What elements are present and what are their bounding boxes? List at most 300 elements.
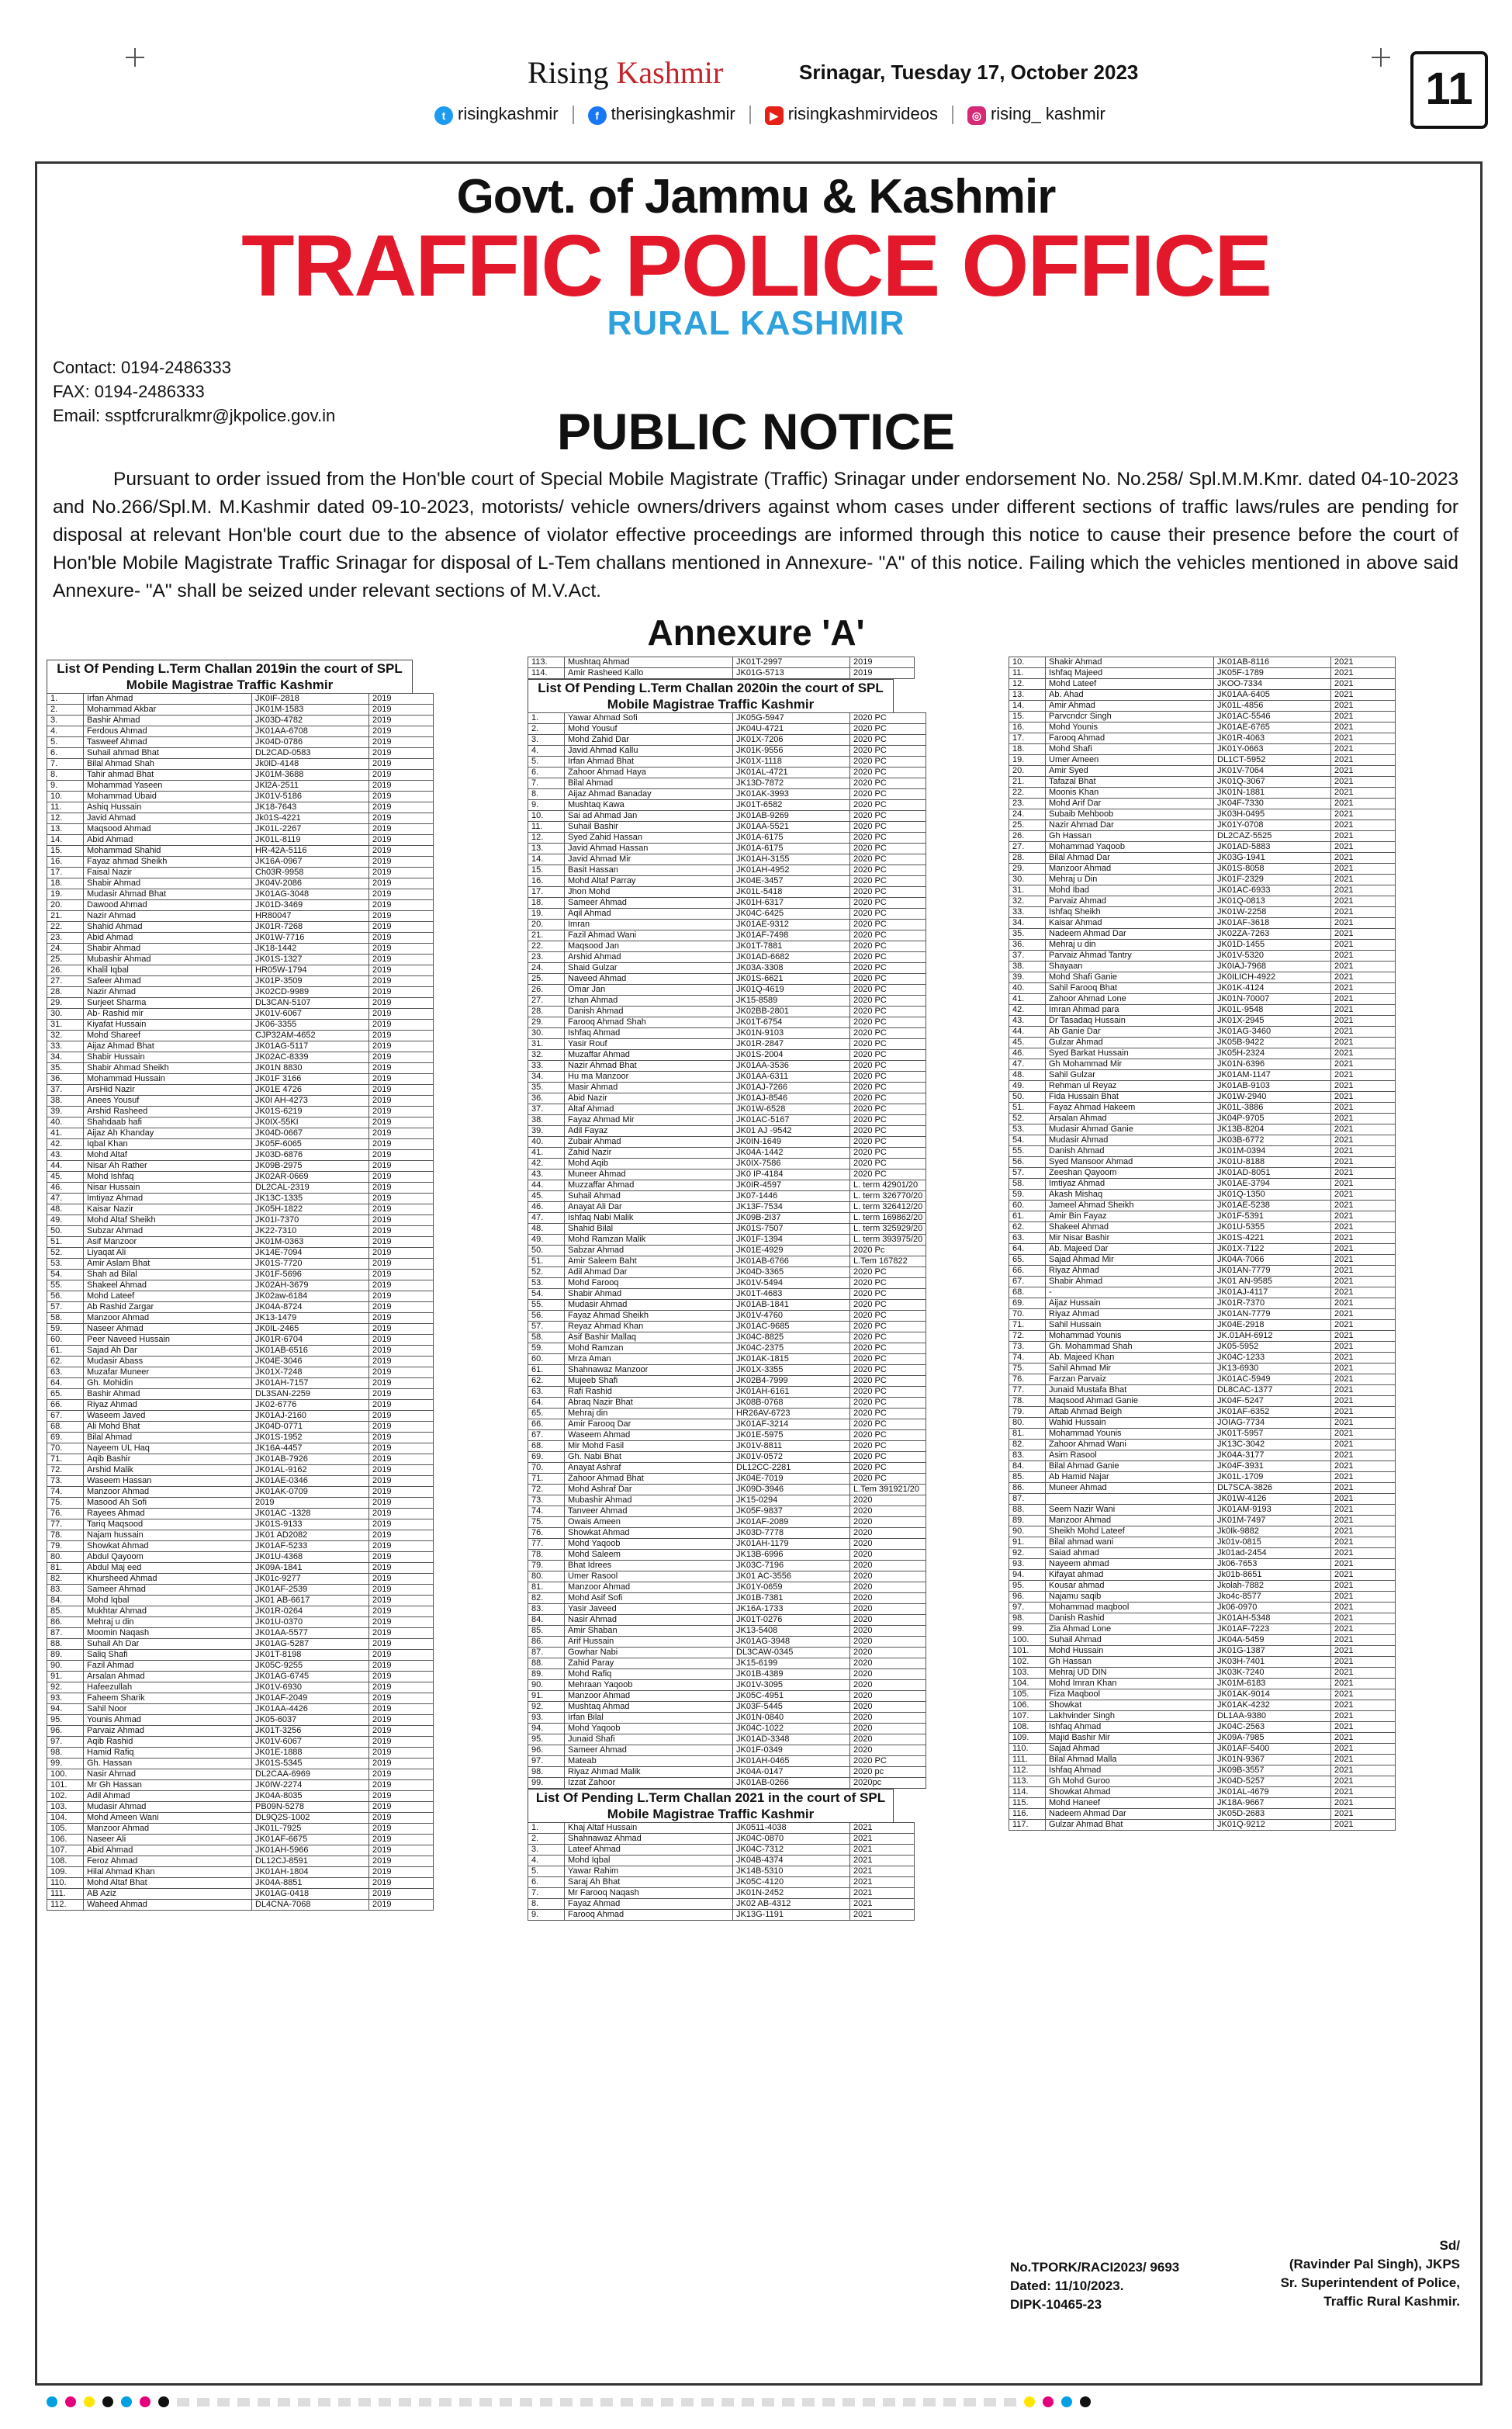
vehicle-number-cell: JK0 IP-4184 bbox=[733, 1169, 850, 1180]
table-row bbox=[528, 1866, 915, 1877]
challan-year-cell: 2019 bbox=[369, 1672, 434, 1682]
violator-name-cell: Tafazal Bhat bbox=[1046, 777, 1214, 788]
table-row bbox=[47, 1226, 434, 1237]
violator-name-cell: Ferdous Ahmad bbox=[84, 726, 252, 737]
vehicle-number-cell: JK01Y-0708 bbox=[1214, 820, 1331, 831]
challan-year-cell: 2019 bbox=[369, 1791, 434, 1802]
vehicle-number-cell: JK04A-1442 bbox=[733, 1148, 850, 1159]
table-row bbox=[528, 1050, 926, 1061]
serial-number-cell: 44. bbox=[47, 1161, 84, 1172]
vehicle-number-cell: JK01Q-3067 bbox=[1214, 777, 1331, 788]
challan-year-cell: 2020 PC bbox=[850, 1072, 926, 1083]
color-dot bbox=[102, 2396, 113, 2407]
violator-name-cell: Manzoor Ahmad bbox=[84, 1487, 252, 1498]
violator-name-cell: Irfan Ahmad Bhat bbox=[565, 757, 733, 768]
violator-name-cell: Arshid Ahmad bbox=[565, 952, 733, 963]
violator-name-cell: Umer Rasool bbox=[565, 1571, 733, 1582]
challan-year-cell: 2019 bbox=[369, 1509, 434, 1519]
table-row bbox=[47, 1367, 434, 1378]
table-row bbox=[1009, 1820, 1396, 1831]
violator-name-cell: Adil Ahmad Dar bbox=[565, 1267, 733, 1278]
vehicle-number-cell: JK01D-3469 bbox=[252, 900, 369, 911]
violator-name-cell: Sheikh Mohd Lateef bbox=[1046, 1526, 1214, 1537]
serial-number-cell: 19. bbox=[1009, 755, 1046, 766]
vehicle-number-cell: JK01AF-2049 bbox=[252, 1693, 369, 1704]
serial-number-cell: 112. bbox=[47, 1900, 84, 1911]
table-row bbox=[528, 1856, 915, 1866]
challan-year-cell: 2020 bbox=[850, 1734, 926, 1745]
vehicle-number-cell: JK0511-4038 bbox=[733, 1823, 850, 1834]
vehicle-number-cell: JK01L-3886 bbox=[1214, 1103, 1331, 1114]
table-row bbox=[528, 1877, 915, 1888]
challan-year-cell: 2020 bbox=[850, 1528, 926, 1539]
vehicle-number-cell: JK01AC-5546 bbox=[1214, 712, 1331, 722]
table-row bbox=[47, 1096, 434, 1107]
vehicle-number-cell: JK04E-2918 bbox=[1214, 1320, 1331, 1331]
challan-year-cell: 2020 PC bbox=[850, 909, 926, 920]
violator-name-cell: Mohd Farooq bbox=[565, 1278, 733, 1289]
challan-year-cell: 2019 bbox=[369, 1161, 434, 1172]
challan-year-cell: 2020 bbox=[850, 1713, 926, 1724]
challan-year-cell: 2019 bbox=[369, 802, 434, 813]
serial-number-cell: 103. bbox=[47, 1802, 84, 1813]
masthead bbox=[528, 54, 723, 91]
serial-number-cell: 65. bbox=[528, 1409, 565, 1419]
table-row bbox=[47, 748, 434, 759]
vehicle-number-cell: JK13-5408 bbox=[733, 1626, 850, 1637]
violator-name-cell: Muzafar Muneer bbox=[84, 1367, 252, 1378]
challan-year-cell: 2020 PC bbox=[850, 1017, 926, 1028]
vehicle-number-cell: JK04A-8035 bbox=[252, 1791, 369, 1802]
violator-name-cell: Zahoor Ahmad Bhat bbox=[565, 1474, 733, 1485]
vehicle-number-cell: JK01B-4389 bbox=[733, 1669, 850, 1680]
serial-number-cell: 63. bbox=[1009, 1233, 1046, 1244]
table-row bbox=[528, 1680, 926, 1691]
challan-year-cell: 2021 bbox=[1331, 820, 1396, 831]
challan-year-cell: 2021 bbox=[1331, 1635, 1396, 1646]
violator-name-cell: Gh Mohammad Mir bbox=[1046, 1059, 1214, 1070]
serial-number-cell: 51. bbox=[47, 1237, 84, 1248]
serial-number-cell: 62. bbox=[1009, 1222, 1046, 1233]
violator-name-cell: Amir Farooq Dar bbox=[565, 1419, 733, 1430]
table-row bbox=[47, 1563, 434, 1574]
serial-number-cell: 86. bbox=[528, 1637, 565, 1648]
challan-year-cell: 2019 bbox=[369, 1574, 434, 1585]
challan-year-cell: 2021 bbox=[1331, 1526, 1396, 1537]
table-row bbox=[47, 1574, 434, 1585]
social-twitter[interactable]: t risingkashmir bbox=[434, 104, 559, 125]
vehicle-number-cell: JK05-5952 bbox=[1214, 1342, 1331, 1353]
challan-year-cell: 2020 bbox=[850, 1593, 926, 1604]
violator-name-cell: Owais Ameen bbox=[565, 1517, 733, 1528]
vehicle-number-cell: JK03F-5445 bbox=[733, 1702, 850, 1713]
challan-year-cell: 2020 bbox=[850, 1669, 926, 1680]
vehicle-number-cell: JK01V-6067 bbox=[252, 1009, 369, 1020]
violator-name-cell: Arsalan Ahmad bbox=[1046, 1114, 1214, 1124]
violator-name-cell: Zahoor Ahmad Wani bbox=[1046, 1440, 1214, 1450]
vehicle-number-cell: JK01S-6621 bbox=[733, 974, 850, 985]
violator-name-cell: Rehman ul Reyaz bbox=[1046, 1081, 1214, 1092]
violator-name-cell: Aijaz Ahmad Banaday bbox=[565, 789, 733, 800]
serial-number-cell: 23. bbox=[528, 952, 565, 963]
violator-name-cell: Suhail Ahmad bbox=[1046, 1635, 1214, 1646]
vehicle-number-cell: JK01X-7206 bbox=[733, 735, 850, 746]
table-row bbox=[1009, 1157, 1396, 1168]
serial-number-cell: 99. bbox=[528, 1778, 565, 1789]
gray-patch bbox=[822, 2398, 835, 2406]
violator-name-cell: Bilal Ahmad Ganie bbox=[1046, 1461, 1214, 1472]
table-row bbox=[528, 1213, 926, 1224]
vehicle-number-cell: JK01AB-8116 bbox=[1214, 657, 1331, 668]
color-dot bbox=[1061, 2396, 1072, 2407]
table-row bbox=[47, 1530, 434, 1541]
instagram-icon: ◎ bbox=[967, 106, 986, 125]
violator-name-cell: Gowhar Nabi bbox=[565, 1648, 733, 1658]
table-row bbox=[47, 857, 434, 868]
challan-year-cell: 2021 bbox=[1331, 1059, 1396, 1070]
violator-name-cell: Mohammad Younis bbox=[1046, 1331, 1214, 1342]
violator-name-cell: Imtiyaz Ahmad bbox=[1046, 1179, 1214, 1190]
table-row bbox=[528, 1387, 926, 1398]
email-line: Email: ssptfcruralkmr@jkpolice.gov.in bbox=[53, 406, 336, 425]
challan-year-cell: 2019 bbox=[369, 868, 434, 878]
serial-number-cell: 103. bbox=[1009, 1668, 1046, 1679]
violator-name-cell: Mehraj UD DIN bbox=[1046, 1668, 1214, 1679]
violator-name-cell: Sai ad Ahmad Jan bbox=[565, 811, 733, 822]
table-row bbox=[47, 1856, 434, 1867]
challan-year-cell: 2020pc bbox=[850, 1778, 926, 1789]
table-row bbox=[47, 1280, 434, 1291]
challan-year-cell: 2019 bbox=[369, 1704, 434, 1715]
challan-year-cell: 2019 bbox=[369, 878, 434, 889]
serial-number-cell: 37. bbox=[1009, 951, 1046, 962]
challan-year-cell: 2020 PC bbox=[850, 1300, 926, 1311]
table-row bbox=[1009, 777, 1396, 788]
serial-number-cell: 66. bbox=[1009, 1266, 1046, 1277]
violator-name-cell: Manzoor Ahmad bbox=[84, 1313, 252, 1324]
serial-number-cell: 46. bbox=[47, 1183, 84, 1194]
violator-name-cell: Farooq Ahmad bbox=[565, 1910, 733, 1921]
table-row bbox=[1009, 1168, 1396, 1179]
serial-number-cell: 58. bbox=[528, 1332, 565, 1343]
vehicle-number-cell: JK01AH-5966 bbox=[252, 1845, 369, 1856]
serial-number-cell: 83. bbox=[1009, 1450, 1046, 1461]
gray-patch bbox=[782, 2398, 794, 2406]
challan-year-cell: 2019 bbox=[369, 1009, 434, 1020]
challan-year-cell: 2019 bbox=[369, 1552, 434, 1563]
table-row bbox=[47, 1835, 434, 1845]
challan-year-cell: 2020 PC bbox=[850, 746, 926, 757]
gray-patch bbox=[883, 2398, 895, 2406]
challan-year-cell: 2019 bbox=[369, 998, 434, 1009]
serial-number-cell: 84. bbox=[1009, 1461, 1046, 1472]
serial-number-cell: 18. bbox=[1009, 744, 1046, 755]
challan-year-cell: 2019 bbox=[369, 1465, 434, 1476]
table-row bbox=[47, 1519, 434, 1530]
table-row bbox=[47, 1204, 434, 1215]
violator-name-cell: Nisar Hussain bbox=[84, 1183, 252, 1194]
table-row bbox=[528, 1845, 915, 1856]
challan-year-cell: 2019 bbox=[369, 1867, 434, 1878]
violator-name-cell: Farzan Parvaiz bbox=[1046, 1374, 1214, 1385]
vehicle-number-cell: JK04A-3177 bbox=[1214, 1450, 1331, 1461]
violator-name-cell: Shabir Hussain bbox=[84, 1052, 252, 1063]
challan-year-cell: 2019 bbox=[369, 1802, 434, 1813]
violator-name-cell: Mohammad maqbool bbox=[1046, 1603, 1214, 1613]
vehicle-number-cell: JK01Q-9212 bbox=[1214, 1820, 1331, 1831]
challan-year-cell: 2020 PC bbox=[850, 1365, 926, 1376]
challan-year-cell: 2021 bbox=[850, 1888, 915, 1899]
challan-year-cell: 2021 bbox=[1331, 842, 1396, 853]
violator-name-cell: Shahnawaz Manzoor bbox=[565, 1365, 733, 1376]
serial-number-cell: 21. bbox=[47, 911, 84, 922]
challan-year-cell: 2019 bbox=[369, 1726, 434, 1737]
vehicle-number-cell: JK01L-9548 bbox=[1214, 1005, 1331, 1016]
vehicle-number-cell: JK01Q-1350 bbox=[1214, 1190, 1331, 1201]
vehicle-number-cell: JK01AM-1147 bbox=[1214, 1070, 1331, 1081]
challan-year-cell: 2019 bbox=[369, 1389, 434, 1400]
serial-number-cell: 107. bbox=[47, 1845, 84, 1856]
gray-patch bbox=[237, 2398, 250, 2406]
table-row bbox=[47, 1346, 434, 1357]
table-row bbox=[1009, 1309, 1396, 1320]
vehicle-number-cell: JK01V-5320 bbox=[1214, 951, 1331, 962]
table-row bbox=[528, 833, 926, 844]
challan-year-cell: 2019 bbox=[369, 1889, 434, 1900]
table-row bbox=[47, 694, 434, 705]
table-row bbox=[47, 1889, 434, 1900]
serial-number-cell: 69. bbox=[528, 1452, 565, 1463]
vehicle-number-cell: JK05G-5947 bbox=[733, 713, 850, 724]
vehicle-number-cell: JK01F-2329 bbox=[1214, 875, 1331, 885]
serial-number-cell: 9. bbox=[47, 781, 84, 792]
violator-name-cell: Shahid Bilal bbox=[565, 1224, 733, 1235]
violator-name-cell: Mudasir Ahmad Ganie bbox=[1046, 1124, 1214, 1135]
violator-name-cell: Gh. Mohidin bbox=[84, 1378, 252, 1389]
serial-number-cell: 77. bbox=[47, 1519, 84, 1530]
vehicle-number-cell: JK04C-7312 bbox=[733, 1845, 850, 1856]
vehicle-number-cell: JK01AD-3348 bbox=[733, 1734, 850, 1745]
vehicle-number-cell: JK01K-4124 bbox=[1214, 983, 1331, 994]
list-title-2019: List Of Pending L.Term Challan 2019in the court of SPL Mobile Magistrae Traffic Kashmir bbox=[47, 660, 413, 693]
table-row bbox=[528, 800, 926, 811]
violator-name-cell: Gh Hassan bbox=[1046, 1657, 1214, 1668]
table-row bbox=[528, 1626, 926, 1637]
vehicle-number-cell: JK04D-3365 bbox=[733, 1267, 850, 1278]
serial-number-cell: 20. bbox=[528, 920, 565, 930]
serial-number-cell: 105. bbox=[1009, 1689, 1046, 1700]
violator-name-cell: Sahil Noor bbox=[84, 1704, 252, 1715]
vehicle-number-cell: JK04C-0870 bbox=[733, 1834, 850, 1845]
table-row bbox=[47, 1411, 434, 1422]
violator-name-cell: Waseem Hassan bbox=[84, 1476, 252, 1487]
challan-year-cell: 2019 bbox=[369, 737, 434, 748]
serial-number-cell: 60. bbox=[528, 1354, 565, 1365]
table-row bbox=[528, 1028, 926, 1039]
challan-year-cell: 2020 bbox=[850, 1615, 926, 1626]
violator-name-cell: Asim Rasool bbox=[1046, 1450, 1214, 1461]
vehicle-number-cell: JK03G-1941 bbox=[1214, 853, 1331, 864]
vehicle-number-cell: JK01AA-4426 bbox=[252, 1704, 369, 1715]
table-row bbox=[47, 1063, 434, 1074]
challan-year-cell: L.Tem 391921/20 bbox=[850, 1485, 926, 1495]
challan-year-cell: 2019 bbox=[369, 1878, 434, 1889]
vehicle-number-cell: JK01A-6175 bbox=[733, 844, 850, 854]
challan-year-cell: 2020 PC bbox=[850, 833, 926, 844]
table-row bbox=[528, 1582, 926, 1593]
vehicle-number-cell: JK01N-2452 bbox=[733, 1888, 850, 1899]
vehicle-number-cell: JK01L-2267 bbox=[252, 824, 369, 835]
table-row bbox=[1009, 1081, 1396, 1092]
challan-year-cell: L. term 326770/20 bbox=[850, 1191, 926, 1202]
table-row bbox=[528, 1083, 926, 1093]
vehicle-number-cell: JK01L-1709 bbox=[1214, 1472, 1331, 1483]
vehicle-number-cell: JK01AF-6675 bbox=[252, 1835, 369, 1845]
vehicle-number-cell: JOIAG-7734 bbox=[1214, 1418, 1331, 1429]
table-row bbox=[47, 737, 434, 748]
violator-name-cell: Gh. Nabi Bhat bbox=[565, 1452, 733, 1463]
vehicle-number-cell: JK02BB-2801 bbox=[733, 1007, 850, 1017]
serial-number-cell: 17. bbox=[528, 887, 565, 898]
challan-year-cell: 2021 bbox=[1331, 668, 1396, 679]
challan-year-cell: 2019 bbox=[369, 1074, 434, 1085]
table-row bbox=[528, 1506, 926, 1517]
vehicle-number-cell: JK0IL-2465 bbox=[252, 1324, 369, 1335]
vehicle-number-cell: JK04A-0147 bbox=[733, 1767, 850, 1778]
violator-name-cell: Showkat Ahmad bbox=[84, 1541, 252, 1552]
challan-year-cell: 2021 bbox=[1331, 1472, 1396, 1483]
challan-year-cell: 2021 bbox=[1331, 962, 1396, 972]
challan-year-cell: 2021 bbox=[1331, 875, 1396, 885]
serial-number-cell: 97. bbox=[47, 1737, 84, 1748]
challan-year-cell: 2021 bbox=[1331, 733, 1396, 744]
serial-number-cell: 41. bbox=[47, 1128, 84, 1139]
serial-number-cell: 19. bbox=[47, 889, 84, 900]
violator-name-cell: Mohd Lateef bbox=[1046, 679, 1214, 690]
serial-number-cell: 11. bbox=[47, 802, 84, 813]
serial-number-cell: 108. bbox=[1009, 1722, 1046, 1733]
vehicle-number-cell: JK01R-2847 bbox=[733, 1039, 850, 1050]
violator-name-cell: Junaid Shafi bbox=[565, 1734, 733, 1745]
challan-year-cell: L. term 169862/20 bbox=[850, 1213, 926, 1224]
violator-name-cell: Hilal Ahmad Khan bbox=[84, 1867, 252, 1878]
serial-number-cell: 35. bbox=[47, 1063, 84, 1074]
vehicle-number-cell: JK04A-8851 bbox=[252, 1878, 369, 1889]
challan-year-cell: 2019 bbox=[369, 1715, 434, 1726]
twitter-icon: t bbox=[434, 106, 453, 125]
social-instagram[interactable]: ◎ rising_ kashmir bbox=[967, 104, 1105, 125]
violator-name-cell: Mohammad Shahid bbox=[84, 846, 252, 857]
violator-name-cell: Abid Ahmad bbox=[84, 835, 252, 846]
challan-year-cell: 2019 bbox=[369, 1031, 434, 1041]
challan-year-cell: 2020 PC bbox=[850, 1061, 926, 1072]
color-dot bbox=[140, 2396, 151, 2407]
table-row bbox=[1009, 766, 1396, 777]
challan-year-cell: 2020 PC bbox=[850, 844, 926, 854]
table-row bbox=[528, 1235, 926, 1246]
violator-name-cell: Mateab bbox=[565, 1756, 733, 1767]
violator-name-cell: Khursheed Ahmad bbox=[84, 1574, 252, 1585]
vehicle-number-cell: JK01E 4726 bbox=[252, 1085, 369, 1096]
challan-year-cell: 2019 bbox=[369, 1824, 434, 1835]
serial-number-cell: 73. bbox=[528, 1495, 565, 1506]
vehicle-number-cell: JK01F-5696 bbox=[252, 1270, 369, 1280]
challan-year-cell: 2021 bbox=[1331, 1277, 1396, 1287]
table-row bbox=[528, 757, 926, 768]
violator-name-cell: Mohammad Akbar bbox=[84, 705, 252, 716]
color-dot bbox=[84, 2396, 95, 2407]
table-row bbox=[47, 1802, 434, 1813]
violator-name-cell: Nayeem ahmad bbox=[1046, 1559, 1214, 1570]
table-row bbox=[528, 822, 926, 833]
gray-patch bbox=[278, 2398, 290, 2406]
vehicle-number-cell: JK16A-1733 bbox=[733, 1604, 850, 1615]
violator-name-cell: Irfan Bilal bbox=[565, 1713, 733, 1724]
vehicle-number-cell: JK13D-7872 bbox=[733, 778, 850, 789]
challan-year-cell: 2021 bbox=[1331, 712, 1396, 722]
table-row bbox=[1009, 1255, 1396, 1266]
violator-name-cell: Mudasir Abass bbox=[84, 1357, 252, 1367]
challan-year-cell: 2019 bbox=[369, 944, 434, 955]
vehicle-number-cell: JK01AN-7779 bbox=[1214, 1266, 1331, 1277]
table-row bbox=[528, 1224, 926, 1235]
table-row bbox=[1009, 1657, 1396, 1668]
serial-number-cell: 16. bbox=[528, 876, 565, 887]
vehicle-number-cell: JK01V-6930 bbox=[252, 1682, 369, 1693]
violator-name-cell: Mohd Yaqoob bbox=[565, 1539, 733, 1550]
vehicle-number-cell: JK14E-7094 bbox=[252, 1248, 369, 1259]
vehicle-number-cell: JK14B-5310 bbox=[733, 1866, 850, 1877]
social-youtube[interactable]: ▶ risingkashmirvideos bbox=[765, 104, 938, 125]
table-row bbox=[528, 1485, 926, 1495]
table-row bbox=[47, 987, 434, 998]
violator-name-cell: Liyaqat Ali bbox=[84, 1248, 252, 1259]
serial-number-cell: 71. bbox=[528, 1474, 565, 1485]
table-row bbox=[47, 1443, 434, 1454]
serial-number-cell: 24. bbox=[47, 944, 84, 955]
challan-year-cell: 2021 bbox=[1331, 657, 1396, 668]
table-row bbox=[47, 1878, 434, 1889]
vehicle-number-cell: JK04F-3931 bbox=[1214, 1461, 1331, 1472]
vehicle-number-cell: JK01AF-2539 bbox=[252, 1585, 369, 1596]
violator-name-cell: Asif Bashir Mallaq bbox=[565, 1332, 733, 1343]
serial-number-cell: 41. bbox=[528, 1148, 565, 1159]
vehicle-number-cell: JK16A-0967 bbox=[252, 857, 369, 868]
serial-number-cell: 58. bbox=[1009, 1179, 1046, 1190]
table-row bbox=[528, 1343, 926, 1354]
table-row bbox=[47, 1335, 434, 1346]
challan-year-cell: 2019 bbox=[369, 792, 434, 802]
violator-name-cell: Najamu saqib bbox=[1046, 1592, 1214, 1603]
violator-name-cell: Shakeel Ahmad bbox=[1046, 1222, 1214, 1233]
vehicle-number-cell: JK01AH-4952 bbox=[733, 865, 850, 876]
violator-name-cell: Surjeet Sharma bbox=[84, 998, 252, 1009]
violator-name-cell: Mohd Asif Sofi bbox=[565, 1593, 733, 1604]
serial-number-cell: 56. bbox=[47, 1291, 84, 1302]
violator-name-cell: Mohd Ramzan bbox=[565, 1343, 733, 1354]
challan-year-cell: 2020 PC bbox=[850, 1376, 926, 1387]
challan-year-cell: 2021 bbox=[1331, 940, 1396, 951]
serial-number-cell: 22. bbox=[528, 941, 565, 952]
vehicle-number-cell: JK0IF-2818 bbox=[252, 694, 369, 705]
challan-year-cell: 2020 PC bbox=[850, 876, 926, 887]
table-row bbox=[1009, 1755, 1396, 1765]
challan-year-cell: 2019 bbox=[369, 1357, 434, 1367]
table-row bbox=[528, 1148, 926, 1159]
vehicle-number-cell: JK03D-6876 bbox=[252, 1150, 369, 1161]
social-facebook[interactable]: f therisingkashmir bbox=[588, 104, 735, 125]
violator-name-cell: Irfan Ahmad bbox=[84, 694, 252, 705]
